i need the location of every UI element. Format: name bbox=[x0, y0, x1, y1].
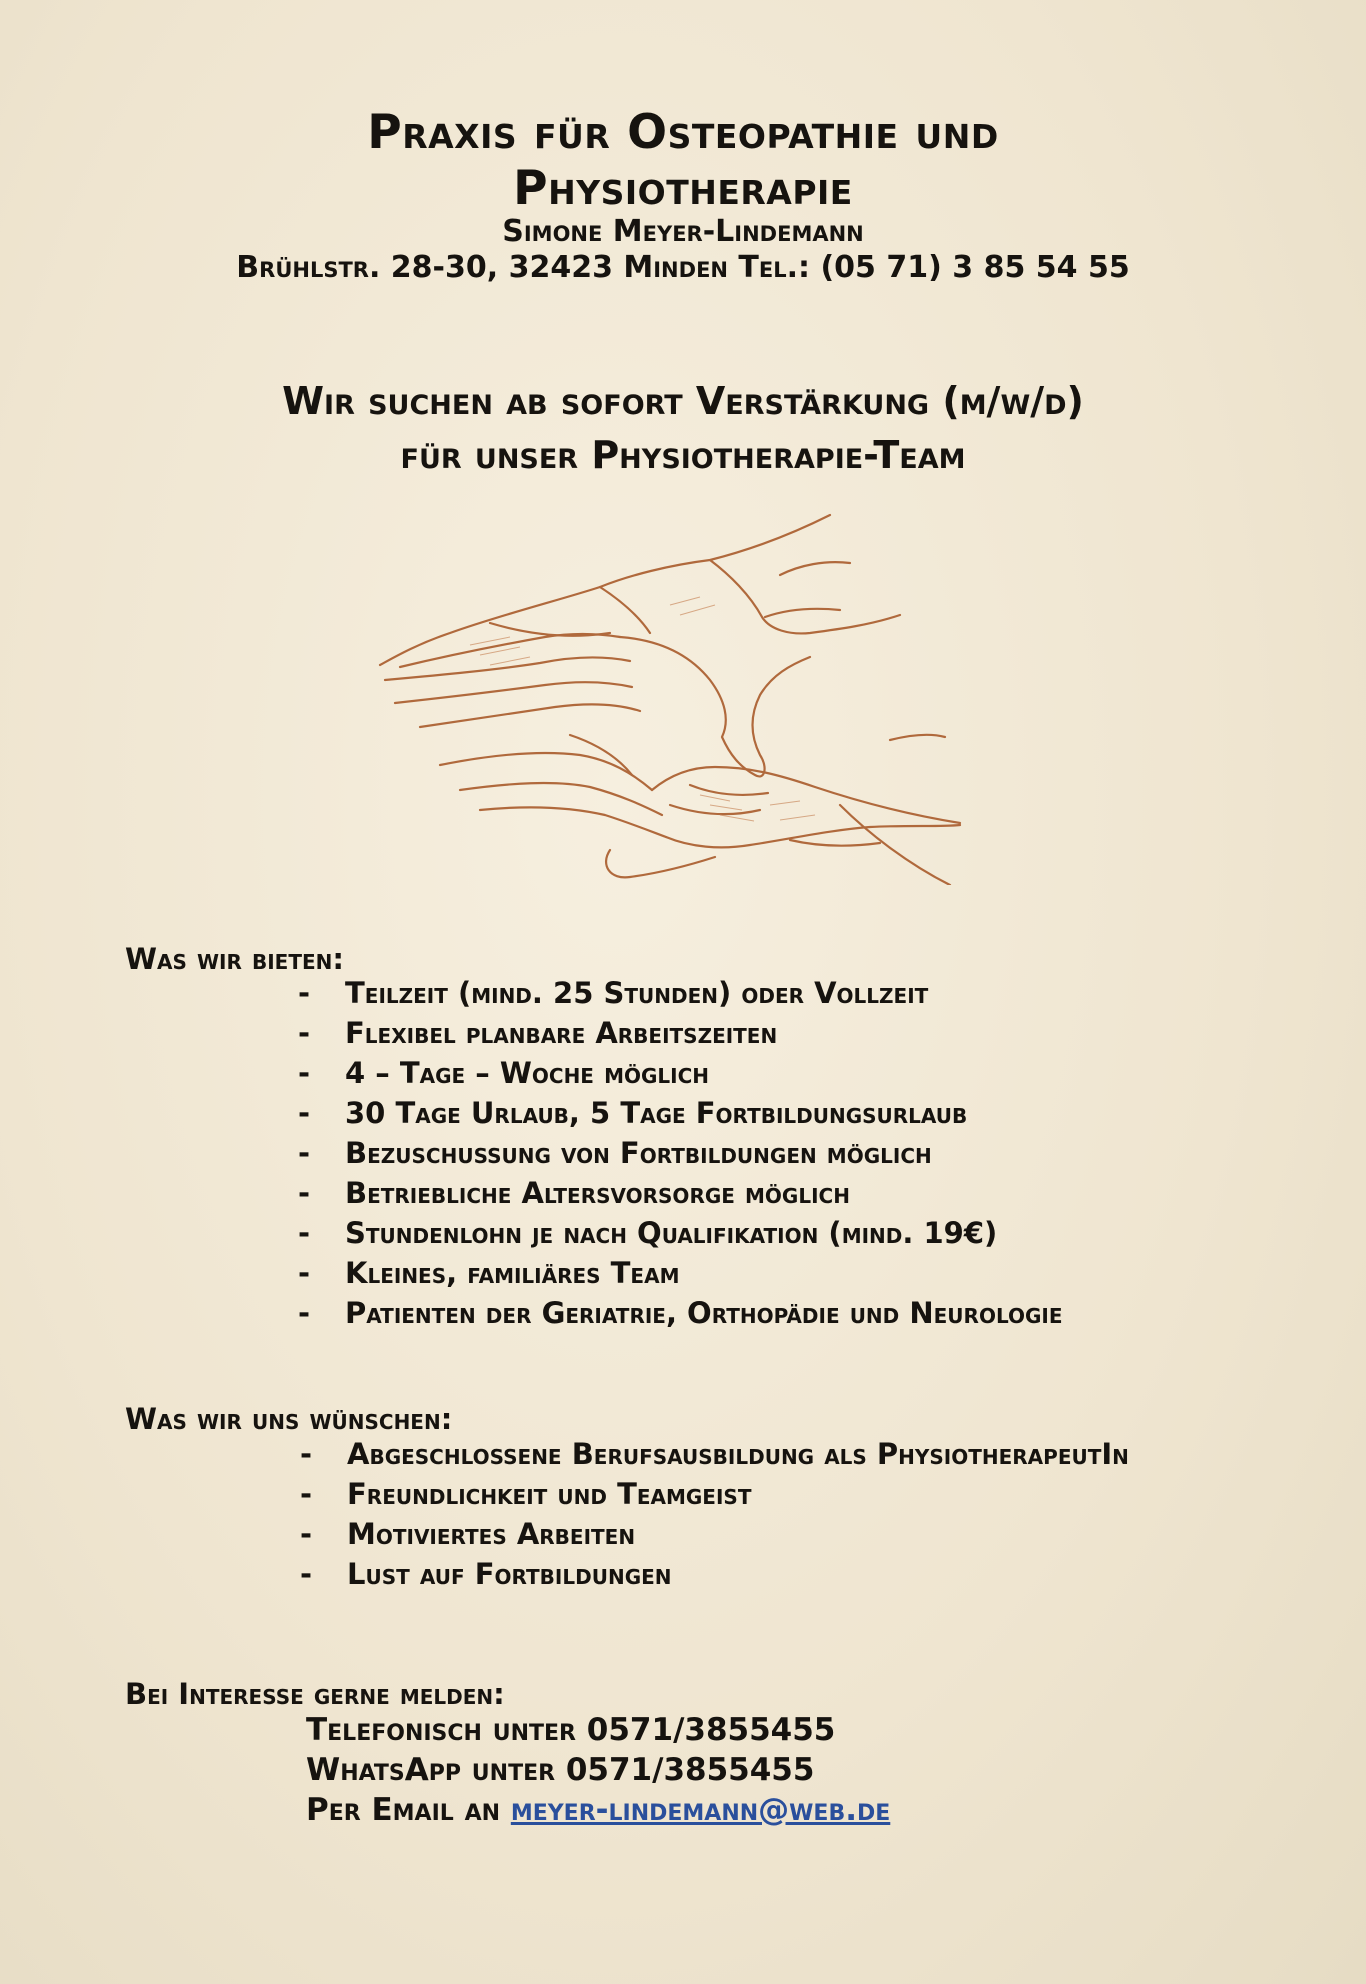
contact-email-line bbox=[306, 1790, 890, 1830]
list-item: - Abgeschlossene Berufsausbildung als PhysiotherapeutIn bbox=[300, 1434, 1255, 1474]
offer-list bbox=[298, 973, 1253, 1333]
list-item: - Freundlichkeit und Teamgeist bbox=[300, 1474, 1255, 1514]
practice-title-line2: Physiotherapie bbox=[513, 161, 853, 216]
job-headline-line2: für unser Physiotherapie-Team bbox=[400, 433, 966, 477]
list-item: - Flexibel planbare Arbeitszeiten bbox=[298, 1013, 1253, 1053]
list-item: - Betriebliche Altersvorsorge möglich bbox=[298, 1173, 1253, 1213]
practice-title-line1: Praxis für Osteopathie und bbox=[367, 105, 999, 160]
list-item: - Motiviertes Arbeiten bbox=[300, 1514, 1255, 1554]
offer-section-title: Was wir bieten: bbox=[125, 942, 344, 976]
list-item: - Teilzeit (mind. 25 Stunden) oder Vollzeit bbox=[298, 973, 1253, 1013]
list-item: - 30 Tage Urlaub, 5 Tage Fortbildungsurlaub bbox=[298, 1093, 1253, 1133]
contact-email-link[interactable]: meyer-lindemann@web.de bbox=[510, 1792, 891, 1828]
list-item: - Bezuschussung von Fortbildungen möglich bbox=[298, 1133, 1253, 1173]
contact-email-prefix: Per Email an bbox=[306, 1792, 501, 1828]
contact-section-title: Bei Interesse gerne melden: bbox=[125, 1677, 505, 1711]
list-item: - Kleines, familiäres Team bbox=[298, 1253, 1253, 1293]
list-item: - Lust auf Fortbildungen bbox=[300, 1554, 1255, 1594]
list-item: - Stundenlohn je nach Qualifikation (mind. 19€) bbox=[298, 1213, 1253, 1253]
contact-whatsapp: WhatsApp unter 0571/3855455 bbox=[306, 1752, 815, 1788]
wishes-list bbox=[300, 1434, 1255, 1594]
practice-address: Brühlstr. 28-30, 32423 Minden Tel.: (05 71) 3 85 54 55 bbox=[236, 250, 1130, 285]
job-headline-line1: Wir suchen ab sofort Verstärkung (m/w/d) bbox=[282, 379, 1084, 423]
job-headline bbox=[0, 374, 1366, 482]
practice-title bbox=[0, 105, 1366, 217]
hands-sketch-icon bbox=[370, 505, 970, 885]
owner-name: Simone Meyer-Lindemann bbox=[502, 214, 864, 249]
list-item: - Patienten der Geriatrie, Orthopädie und Neurologie bbox=[298, 1293, 1253, 1333]
contact-phone: Telefonisch unter 0571/3855455 bbox=[306, 1712, 836, 1748]
wishes-section-title: Was wir uns wünschen: bbox=[125, 1402, 453, 1436]
list-item: - 4 – Tage – Woche möglich bbox=[298, 1053, 1253, 1093]
